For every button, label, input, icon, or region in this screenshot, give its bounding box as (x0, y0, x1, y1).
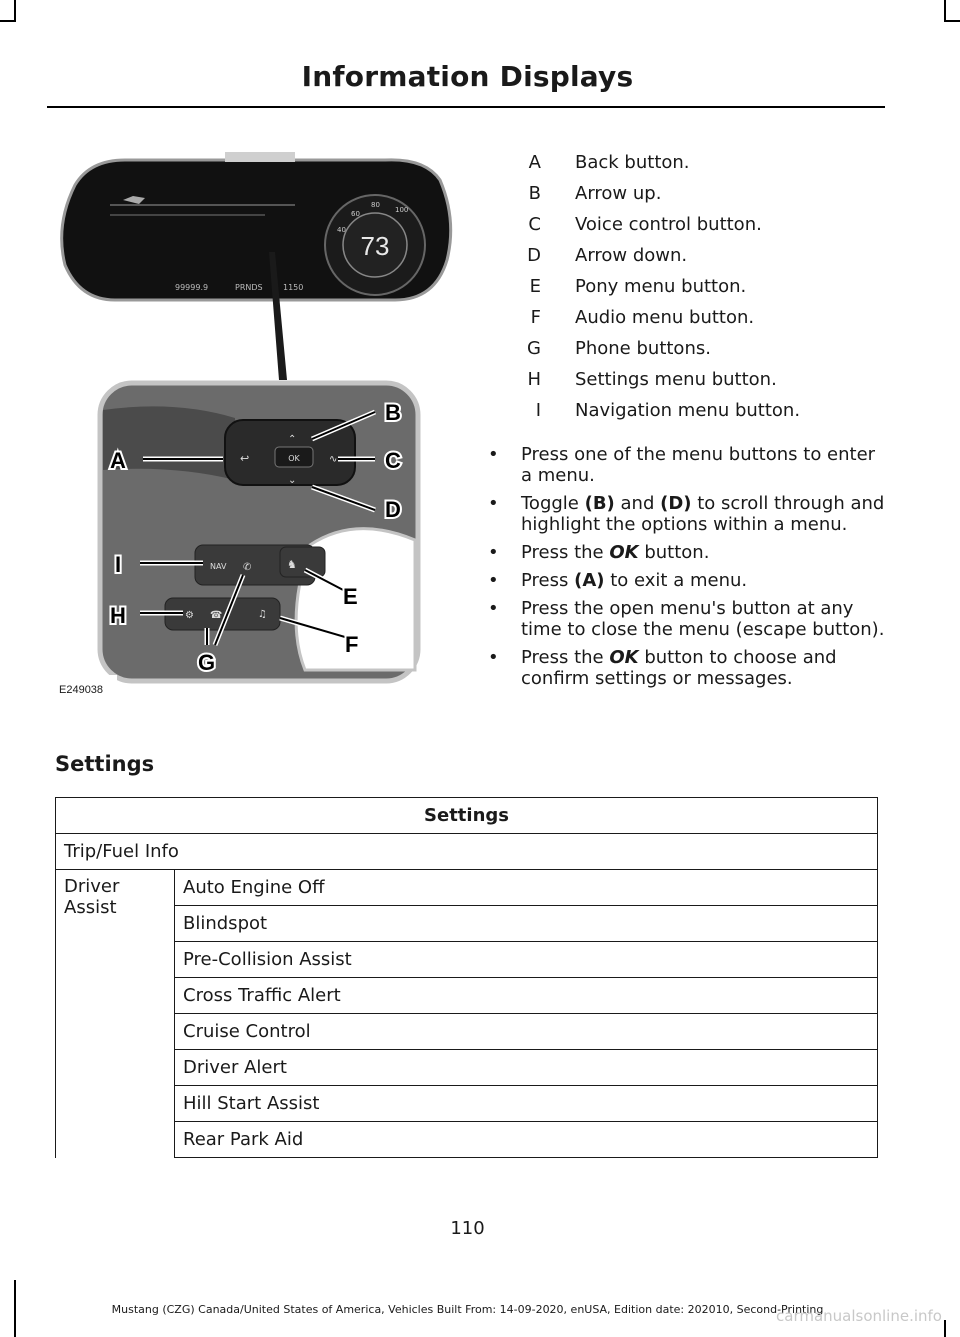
legend-text: Arrow down. (575, 245, 688, 266)
item-ref: (B) (584, 493, 615, 514)
legend-text: Voice control button. (575, 214, 762, 235)
bullet-icon: • (488, 493, 499, 514)
legend-row (505, 183, 885, 214)
table-cell: Blindspot (175, 906, 878, 942)
pony-menu-icon: ♞ (287, 558, 297, 571)
legend-text: Pony menu button. (575, 276, 747, 297)
voice-icon: ∿ (329, 454, 338, 465)
legend-row (505, 152, 885, 183)
gauge-tick-40: 40 (337, 226, 346, 234)
speed-readout: 73 (360, 231, 390, 261)
item-text: Toggle (521, 493, 585, 514)
figure-code: E249038 (59, 684, 104, 696)
list-item (478, 444, 888, 486)
legend-letter: B (528, 183, 541, 204)
audio-icon: ♫ (258, 609, 267, 620)
legend-letter: H (527, 369, 541, 390)
item-text: Press one of the menu buttons to enter a menu. (521, 444, 876, 486)
legend-text: Navigation menu button. (575, 400, 801, 421)
table-header-row (56, 798, 878, 834)
table-row (56, 942, 878, 978)
legend-row (505, 276, 885, 307)
legend-row (505, 338, 885, 369)
item-text: button. (638, 542, 710, 563)
legend-letter: G (527, 338, 541, 359)
list-item (478, 647, 888, 689)
legend-row (505, 214, 885, 245)
callout-g: G (198, 650, 216, 675)
cluster-top-trim (225, 152, 295, 162)
table-cell: Rear Park Aid (175, 1122, 878, 1158)
table-row (56, 1086, 878, 1122)
illustration (55, 150, 460, 700)
settings-icon: ⚙ (185, 610, 194, 621)
table-row (56, 1050, 878, 1086)
item-text: Press the (521, 542, 610, 563)
crop-mark (944, 1320, 946, 1337)
list-item (478, 570, 888, 591)
legend-row (505, 245, 885, 276)
item-ref: (D) (660, 493, 692, 514)
callout-f: F (345, 632, 359, 657)
table-cell: Pre-Collision Assist (175, 942, 878, 978)
item-ref: OK (609, 647, 639, 668)
legend-letter: E (529, 276, 541, 297)
bullet-icon: • (488, 598, 499, 619)
table-row (56, 834, 878, 870)
item-text: to exit a menu. (604, 570, 748, 591)
callout-h: H (110, 603, 126, 628)
phone-end-icon: ☎ (210, 610, 223, 621)
crop-mark (14, 0, 16, 22)
item-ref: (A) (574, 570, 605, 591)
gauge-tick-60: 60 (351, 210, 360, 218)
table-cell: Hill Start Assist (175, 1086, 878, 1122)
legend-text: Settings menu button. (575, 369, 777, 390)
section-heading: Settings (55, 752, 155, 776)
table-cell: Cruise Control (175, 1014, 878, 1050)
ok-button-label: OK (288, 454, 300, 463)
back-arrow-icon: ↩ (240, 452, 250, 465)
footer-text: Mustang (CZG) Canada/United States of America, Vehicles Built From: 14-09-2020, enUSA, Edition date: 202010, Second-Printing (111, 1303, 824, 1316)
table-cell: Driver Alert (175, 1050, 878, 1086)
table-row (56, 1122, 878, 1158)
crop-mark (944, 0, 946, 22)
range-readout: 1150 (283, 283, 304, 292)
list-item (478, 598, 888, 640)
table-cell: Auto Engine Off (175, 870, 878, 906)
callout-a: A (110, 448, 126, 473)
callout-b: B (385, 400, 401, 425)
bullet-icon: • (488, 570, 499, 591)
callout-d: D (385, 497, 401, 522)
table-row (56, 906, 878, 942)
bullet-icon: • (488, 647, 499, 668)
list-item (478, 542, 888, 563)
table-row (56, 870, 878, 906)
item-text: Press the (521, 647, 610, 668)
settings-table (55, 797, 878, 1158)
legend-row (505, 369, 885, 400)
legend-text: Audio menu button. (575, 307, 755, 328)
odometer-readout: 99999.9 (175, 283, 209, 292)
header-divider (47, 106, 885, 108)
item-text: Press the open menu's button at any time to close the menu (escape button). (521, 598, 885, 640)
crop-mark (0, 20, 16, 22)
callout-legend (505, 152, 885, 431)
legend-text: Phone buttons. (575, 338, 711, 359)
bullet-icon: • (488, 542, 499, 563)
gauge-tick-80: 80 (371, 201, 380, 209)
item-text: button to choose and confirm settings or messages. (521, 647, 837, 689)
item-text: and (614, 493, 661, 514)
phone-accept-icon: ✆ (243, 562, 252, 573)
callout-i: I (115, 552, 122, 577)
legend-row (505, 400, 885, 431)
instruction-list (478, 444, 888, 696)
table-title: Settings (56, 798, 878, 834)
item-text: to scroll through and highlight the options within a menu. (521, 493, 885, 535)
callout-e: E (343, 584, 358, 609)
figure-steering-controls (55, 150, 460, 700)
watermark: carmanualsonline.info (776, 1307, 942, 1325)
table-row (56, 978, 878, 1014)
legend-row (505, 307, 885, 338)
bullet-icon: • (488, 444, 499, 465)
legend-letter: A (528, 152, 541, 173)
legend-letter: D (527, 245, 541, 266)
legend-letter: F (530, 307, 541, 328)
item-text: Press (521, 570, 575, 591)
legend-text: Back button. (575, 152, 690, 173)
group-cell: Driver Assist (56, 870, 175, 1158)
page-title: Information Displays (301, 60, 634, 93)
table-row (56, 1014, 878, 1050)
crop-mark (944, 20, 960, 22)
table-cell: Cross Traffic Alert (175, 978, 878, 1014)
arrow-up-icon: ⌃ (288, 434, 297, 445)
table-cell: Trip/Fuel Info (56, 834, 878, 870)
legend-text: Arrow up. (575, 183, 662, 204)
arrow-down-icon: ⌄ (288, 475, 297, 486)
gear-display: PRNDS (235, 283, 263, 292)
legend-letter: I (535, 400, 541, 421)
item-ref: OK (609, 542, 639, 563)
page-number: 110 (450, 1218, 485, 1239)
callout-c: C (385, 448, 401, 473)
legend-letter: C (528, 214, 541, 235)
list-item (478, 493, 888, 535)
nav-button-label: NAV (210, 562, 227, 571)
gauge-tick-100: 100 (395, 206, 409, 214)
